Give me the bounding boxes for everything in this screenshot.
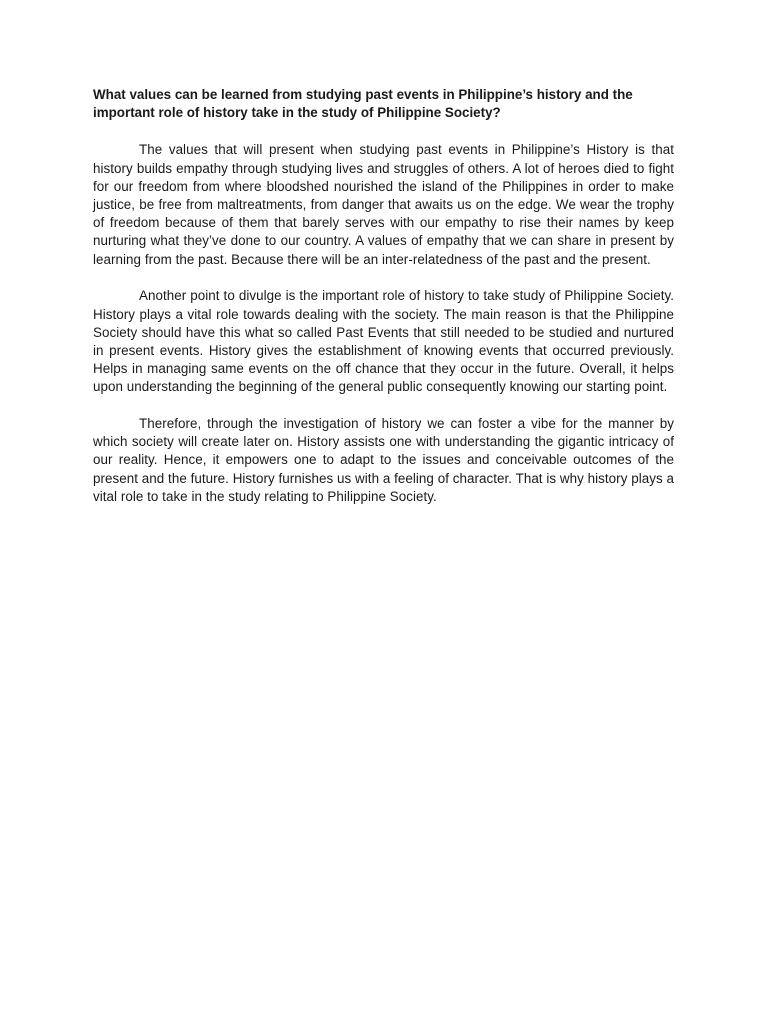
paragraph-1: The values that will present when studying past events in Philippine’s History is that history builds empathy through studying lives and struggles of others. A lot of heroes died to fight for our freedom from where bloodshed nourished the island of the Philippines in order to make justice, be free from maltreatments, from danger that awaits us on the edge. We wear the trophy of freedom because of them that barely serves with our empathy to rise their names by keep nurturing what they’ve done to our country. A values of empathy that we can share in present by learning from the past. Because there will be an inter-relatedness of the past and the present. [93,142,674,267]
essay-question: What values can be learned from studying past events in Philippine’s history and the important role of history take in the study of Philippine Society? [93,87,633,121]
document-body [93,86,674,525]
paragraph-2: Another point to divulge is the important role of history to take study of Philippine Society. History plays a vital role towards dealing with the society. The main reason is that the Philippine Society should have this what so called Past Events that still needed to be studied and nurtured in present events. History gives the establishment of knowing events that occurred previously. Helps in managing same events on the off chance that they occur in the future. Overall, it helps upon understanding the beginning of the general public consequently knowing our starting point. [93,288,674,395]
paragraph-3: Therefore, through the investigation of history we can foster a vibe for the manner by which society will create later on. History assists one with understanding the gigantic intricacy of our reality. Hence, it empowers one to adapt to the issues and conceivable outcomes of the present and the future. History furnishes us with a feeling of character. That is why history plays a vital role to take in the study relating to Philippine Society. [93,416,674,504]
